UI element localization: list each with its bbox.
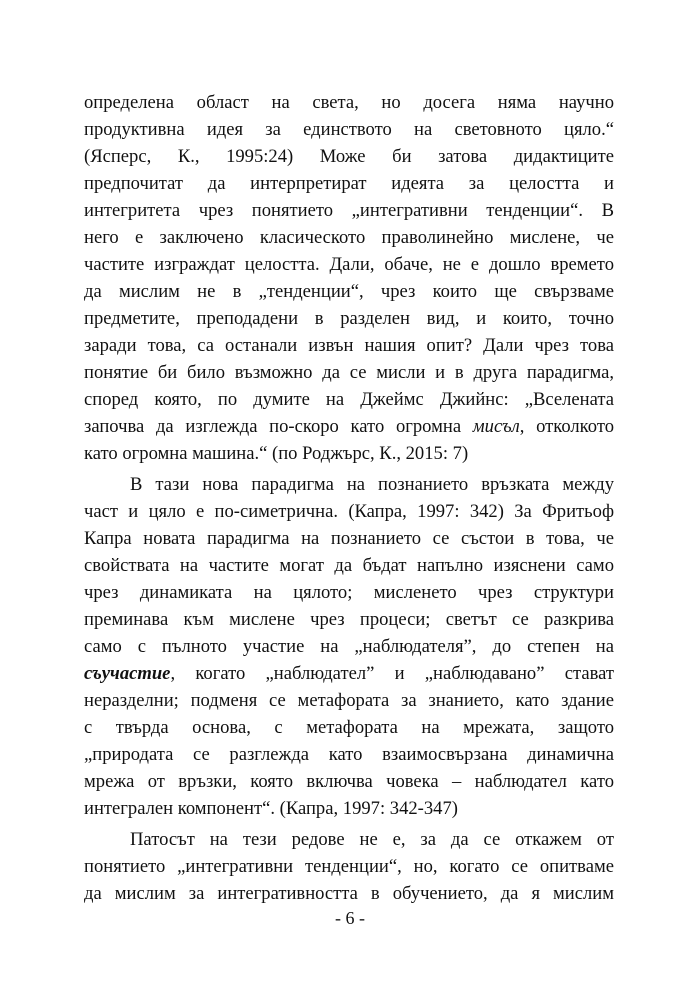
text-line: да мислим за интегративността в обучението, да я мислим [84, 883, 614, 904]
text-line: понятие би било възможно да се мисли и в друга парадигма, [84, 362, 614, 383]
text-line: с твърда основа, с метафората на мрежата, защото [84, 717, 614, 738]
emphasized-word: съучастие [84, 663, 171, 684]
text-line: заради това, са останали извън нашия опит? Дали чрез това [84, 335, 614, 356]
text-line: да мислим не в „тенденции“, чрез които ще свързваме [84, 281, 614, 302]
text-line: чрез динамиката на цялото; мисленето чрез структури [84, 582, 614, 603]
text-segment: започва да изглежда по-скоро като огромна [84, 416, 473, 437]
text-line: „природата се разглежда като взаимосвързана динамична [84, 744, 614, 765]
text-line: като огромна машина.“ (по Роджърс, К., 2015: 7) [84, 443, 469, 464]
text-line: (Ясперс, К., 1995:24) Може би затова дидактиците [84, 146, 614, 167]
text-line: частите изграждат целостта. Дали, обаче, не е дошло времето [84, 254, 614, 275]
text-line: само с пълното участие на „наблюдателя”, до степен на [84, 636, 614, 657]
text-line: част и цяло е по-симетрична. (Капра, 1997: 342) За Фритьоф [84, 501, 614, 522]
text-line: Капра новата парадигма на познанието се състои в това, че [84, 528, 614, 549]
text-line: мрежа от връзки, която включва човека – наблюдател като [84, 771, 614, 792]
text-segment: , когато „наблюдател” и „наблюдавано” стават [170, 663, 614, 684]
text-line: определена област на света, но досега няма научно [84, 92, 614, 113]
paragraph-first-line: Патосът на тези редове не е, за да се откажем от [130, 829, 614, 850]
text-line: свойствата на частите могат да бъдат напълно изяснени само [84, 555, 614, 576]
text-line: понятието „интегративни тенденции“, но, когато се опитваме [84, 856, 614, 877]
page-number: - 6 - [335, 908, 365, 928]
text-line: неразделни; подменя се метафората за знанието, като здание [84, 690, 614, 711]
paragraph-first-line: В тази нова парадигма на познанието връзката между [130, 474, 614, 495]
text-line: интегритета чрез понятието „интегративни тенденции“. В [84, 200, 614, 221]
text-segment: , отколкото [519, 416, 615, 437]
text-line [84, 659, 614, 689]
text-line: интегрален компонент“. (Капра, 1997: 342-347) [84, 798, 458, 819]
text-line [84, 412, 614, 442]
emphasized-word: мисъл [472, 416, 520, 437]
text-line: продуктивна идея за единството на световното цяло.“ [84, 119, 614, 140]
text-line: преминава към мислене чрез процеси; светът се разкрива [84, 609, 614, 630]
text-line: според която, по думите на Джеймс Джийнс: „Вселената [84, 389, 614, 410]
text-line: него е заключено класическото праволинейно мислене, че [84, 227, 614, 248]
text-line: предпочитат да интерпретират идеята за целостта и [84, 173, 614, 194]
text-line: предметите, преподадени в разделен вид, и които, точно [84, 308, 614, 329]
